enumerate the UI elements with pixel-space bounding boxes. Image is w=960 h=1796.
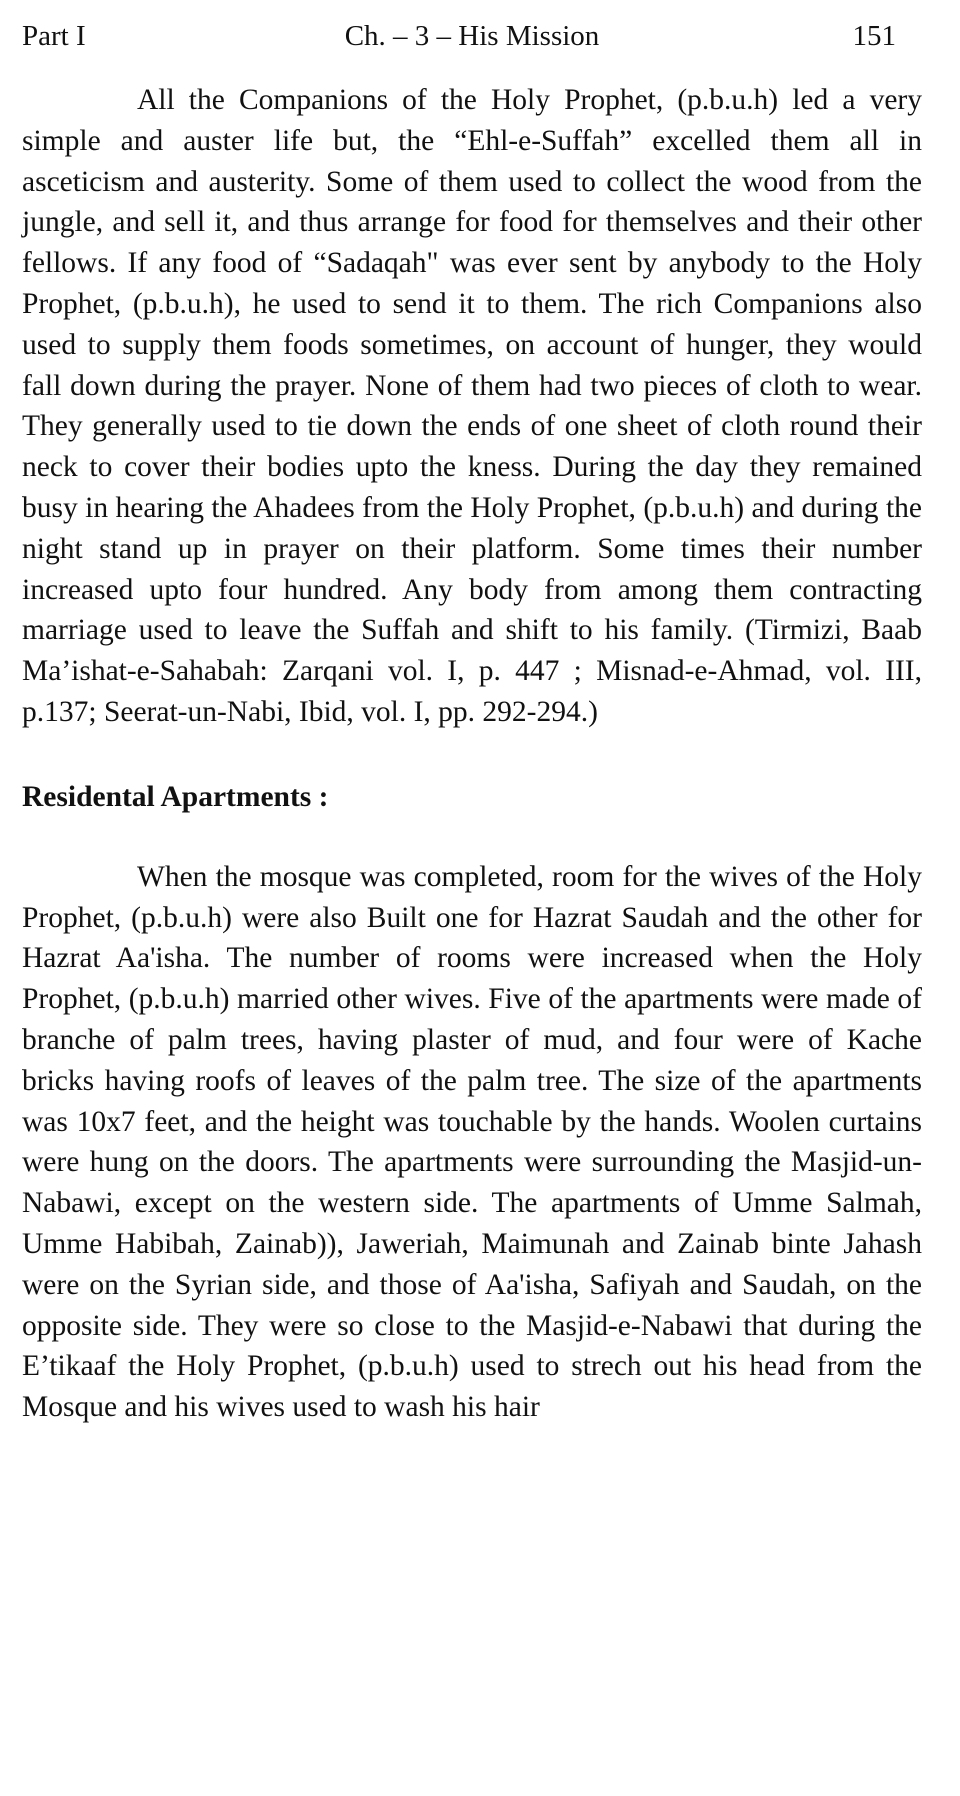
paragraph-residential-apartments: When the mosque was completed, room for the wives of the Holy Prophet, (p.b.u.h) were also Built one for Hazrat Saudah and the other for Hazrat Aa'isha. The number of rooms were increased when the Holy Prophet, (p.b.u.h) married other wives. Five of the apartments were made of branche of palm trees, having plaster of mud, and four were of Kache bricks having roofs of leaves of the palm tree. The size of the apartments was 10x7 feet, and the height was touchable by the hands. Woolen curtains were hung on the doors. The apartments were surrounding the Masjid-un-Nabawi, except on the western side. The apartments of Umme Salmah, Umme Habibah, Zainab)), Jaweriah, Maimunah and Zainab binte Jahash were on the Syrian side, and those of Aa'isha, Safiyah and Saudah, on the opposite side. They were so close to the Masjid-e-Nabawi that during the E’tikaaf the Holy Prophet, (p.b.u.h) used to strech out his head from the Mosque and his wives used to wash his hair	[22, 860, 922, 1424]
chapter-title: Ch. – 3 – His Mission	[344, 20, 600, 52]
running-header	[22, 18, 922, 58]
page-body	[22, 80, 922, 1428]
part-label: Part I	[22, 20, 86, 52]
section-heading: Residental Apartments :	[22, 780, 329, 813]
page-number: 151	[852, 20, 896, 52]
paragraph-ehl-e-suffah: All the Companions of the Holy Prophet, (p.b.u.h) led a very simple and auster life but, the “Ehl-e-Suffah” excelled them all in asceticism and austerity. Some of them used to collect the wood from the jungle, and sell it, and thus arrange for food for themselves and their other fellows. If any food of “Sadaqah" was ever sent by anybody to the Holy Prophet, (p.b.u.h), he used to send it to them. The rich Companions also used to supply them foods sometimes, on account of hunger, they would fall down during the prayer. None of them had two pieces of cloth to wear. They generally used to tie down the ends of one sheet of cloth round their neck to cover their bodies upto the kness. During the day they remained busy in hearing the Ahadees from the Holy Prophet, (p.b.u.h) and during the night stand up in prayer on their platform. Some times their number increased upto four hundred. Any body from among them contracting marriage used to leave the Suffah and shift to his family. (Tirmizi, Baab Ma’ishat-e-Sahabah: Zarqani vol. I, p. 447 ; Misnad-e-Ahmad, vol. III, p.137; Seerat-un-Nabi, Ibid, vol. I, pp. 292-294.)	[22, 84, 922, 728]
